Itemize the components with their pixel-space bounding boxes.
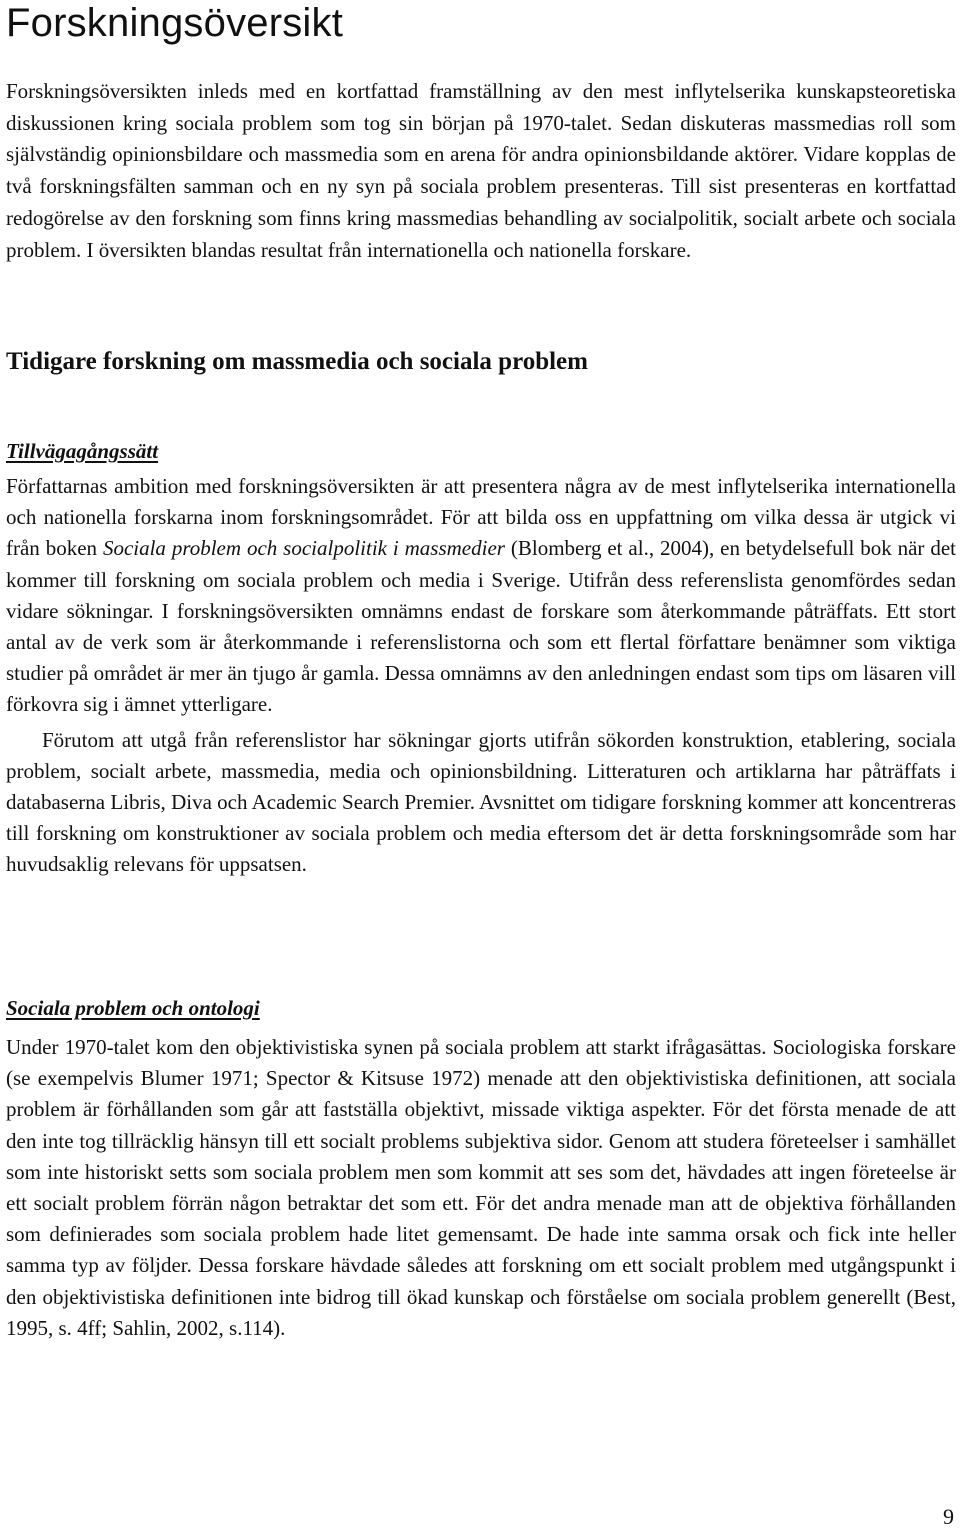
section-heading-ontologi: Sociala problem och ontologi [6, 996, 260, 1020]
section-sociala-problem-och-ontologi [6, 992, 956, 1344]
page-title: Forskningsöversikt [6, 1, 344, 45]
method-paragraph-1-start: Författarnas ambition med forskningsöversikten är att presentera några av de mest inflytelserika internationella och nationella forskarna inom forskningsområdet. För att bilda oss en uppfattning om vilka dessa är utgick vi från boken [6, 474, 956, 561]
method-paragraph-2: Förutom att utgå från referenslistor har sökningar gjorts utifrån sökorden konstruktion, etablering, sociala problem, socialt arbete, massmedia, media och opinionsbildning. Litteraturen och artiklarna har påträffats i databaserna Libris, Diva och Academic Search Premier. Avsnittet om tidigare forskning kommer att koncentreras till forskning om konstruktioner av sociala problem och media eftersom det är detta forskningsområde som har huvudsaklig relevans för uppsatsen. [6, 727, 956, 877]
ontology-paragraph: Under 1970-talet kom den objektivistiska synen på sociala problem att starkt ifrågasättas. Sociologiska forskare (se exempelvis Blumer 1971; Spector & Kitsuse 1972) menade att den objektivistiska definitionen, att sociala problem är förhållanden som går att fastställa objektivt, missade viktiga aspekter. För det första menade de att den inte tog tillräcklig hänsyn till ett socialt problems subjektiva sidor. Genom att studera företeelser i samhället som inte historiskt setts som sociala problem men som kommit att ses som det, hävdades att ingen företeelse är ett socialt problem förrän någon betraktar det som ett. För det andra menade man att de objektiva förhållanden som definierades som sociala problem hade litet gemensamt. De hade inte samma orsak och fick inte heller samma typ av följder. Dessa forskare hävdade således att forskning om ett socialt problem med utgångspunkt i den objektivistiska definitionen inte bidrog till ökad kunskap och förståelse om sociala problem generellt (Best, 1995, s. 4ff; Sahlin, 2002, s.114). [6, 1035, 956, 1340]
intro-paragraph: Forskningsöversikten inleds med en kortfattad framställning av den mest inflytelserika kunskapsteoretiska diskussionen kring sociala problem som tog sin början på 1970-talet. Sedan diskuteras massmedias roll som självständig opinionsbildare och massmedia som en arena för andra opinionsbildande aktörer. Vidare kopplas de två forskningsfälten samman och en ny syn på sociala problem presenteras. Till sist presenteras en kortfattad redogörelse av den forskning som finns kring massmedias behandling av socialpolitik, socialt arbete och sociala problem. I översikten blandas resultat från internationella och nationella forskare. [6, 79, 956, 262]
page-number: 9 [943, 1504, 954, 1529]
section-heading-tillvagagangssatt: Tillvägagångssätt [6, 439, 159, 463]
section-tillvagagangssatt [6, 435, 956, 881]
book-title: Sociala problem och socialpolitik i massmedier [102, 536, 505, 561]
method-paragraph-1 [6, 471, 956, 721]
chapter-heading: Tidigare forskning om massmedia och sociala problem [6, 348, 588, 375]
method-paragraph-1-end: (Blomberg et al., 2004), en betydelsefull bok när det kommer till forskning om sociala problem och media i Sverige. Utifrån dess referenslista genomfördes sedan vidare sökningar. I forskningsöversikten omnämns endast de forskare som återkommande påträffats. Ett stort antal av de verk som är återkommande i referenslistorna och som ett flertal författare benämner som viktiga studier på området är mer än tjugo år gamla. Dessa omnämns av den anledningen endast som tips om läsaren vill förkovra sig i ämnet ytterligare. [6, 536, 956, 717]
